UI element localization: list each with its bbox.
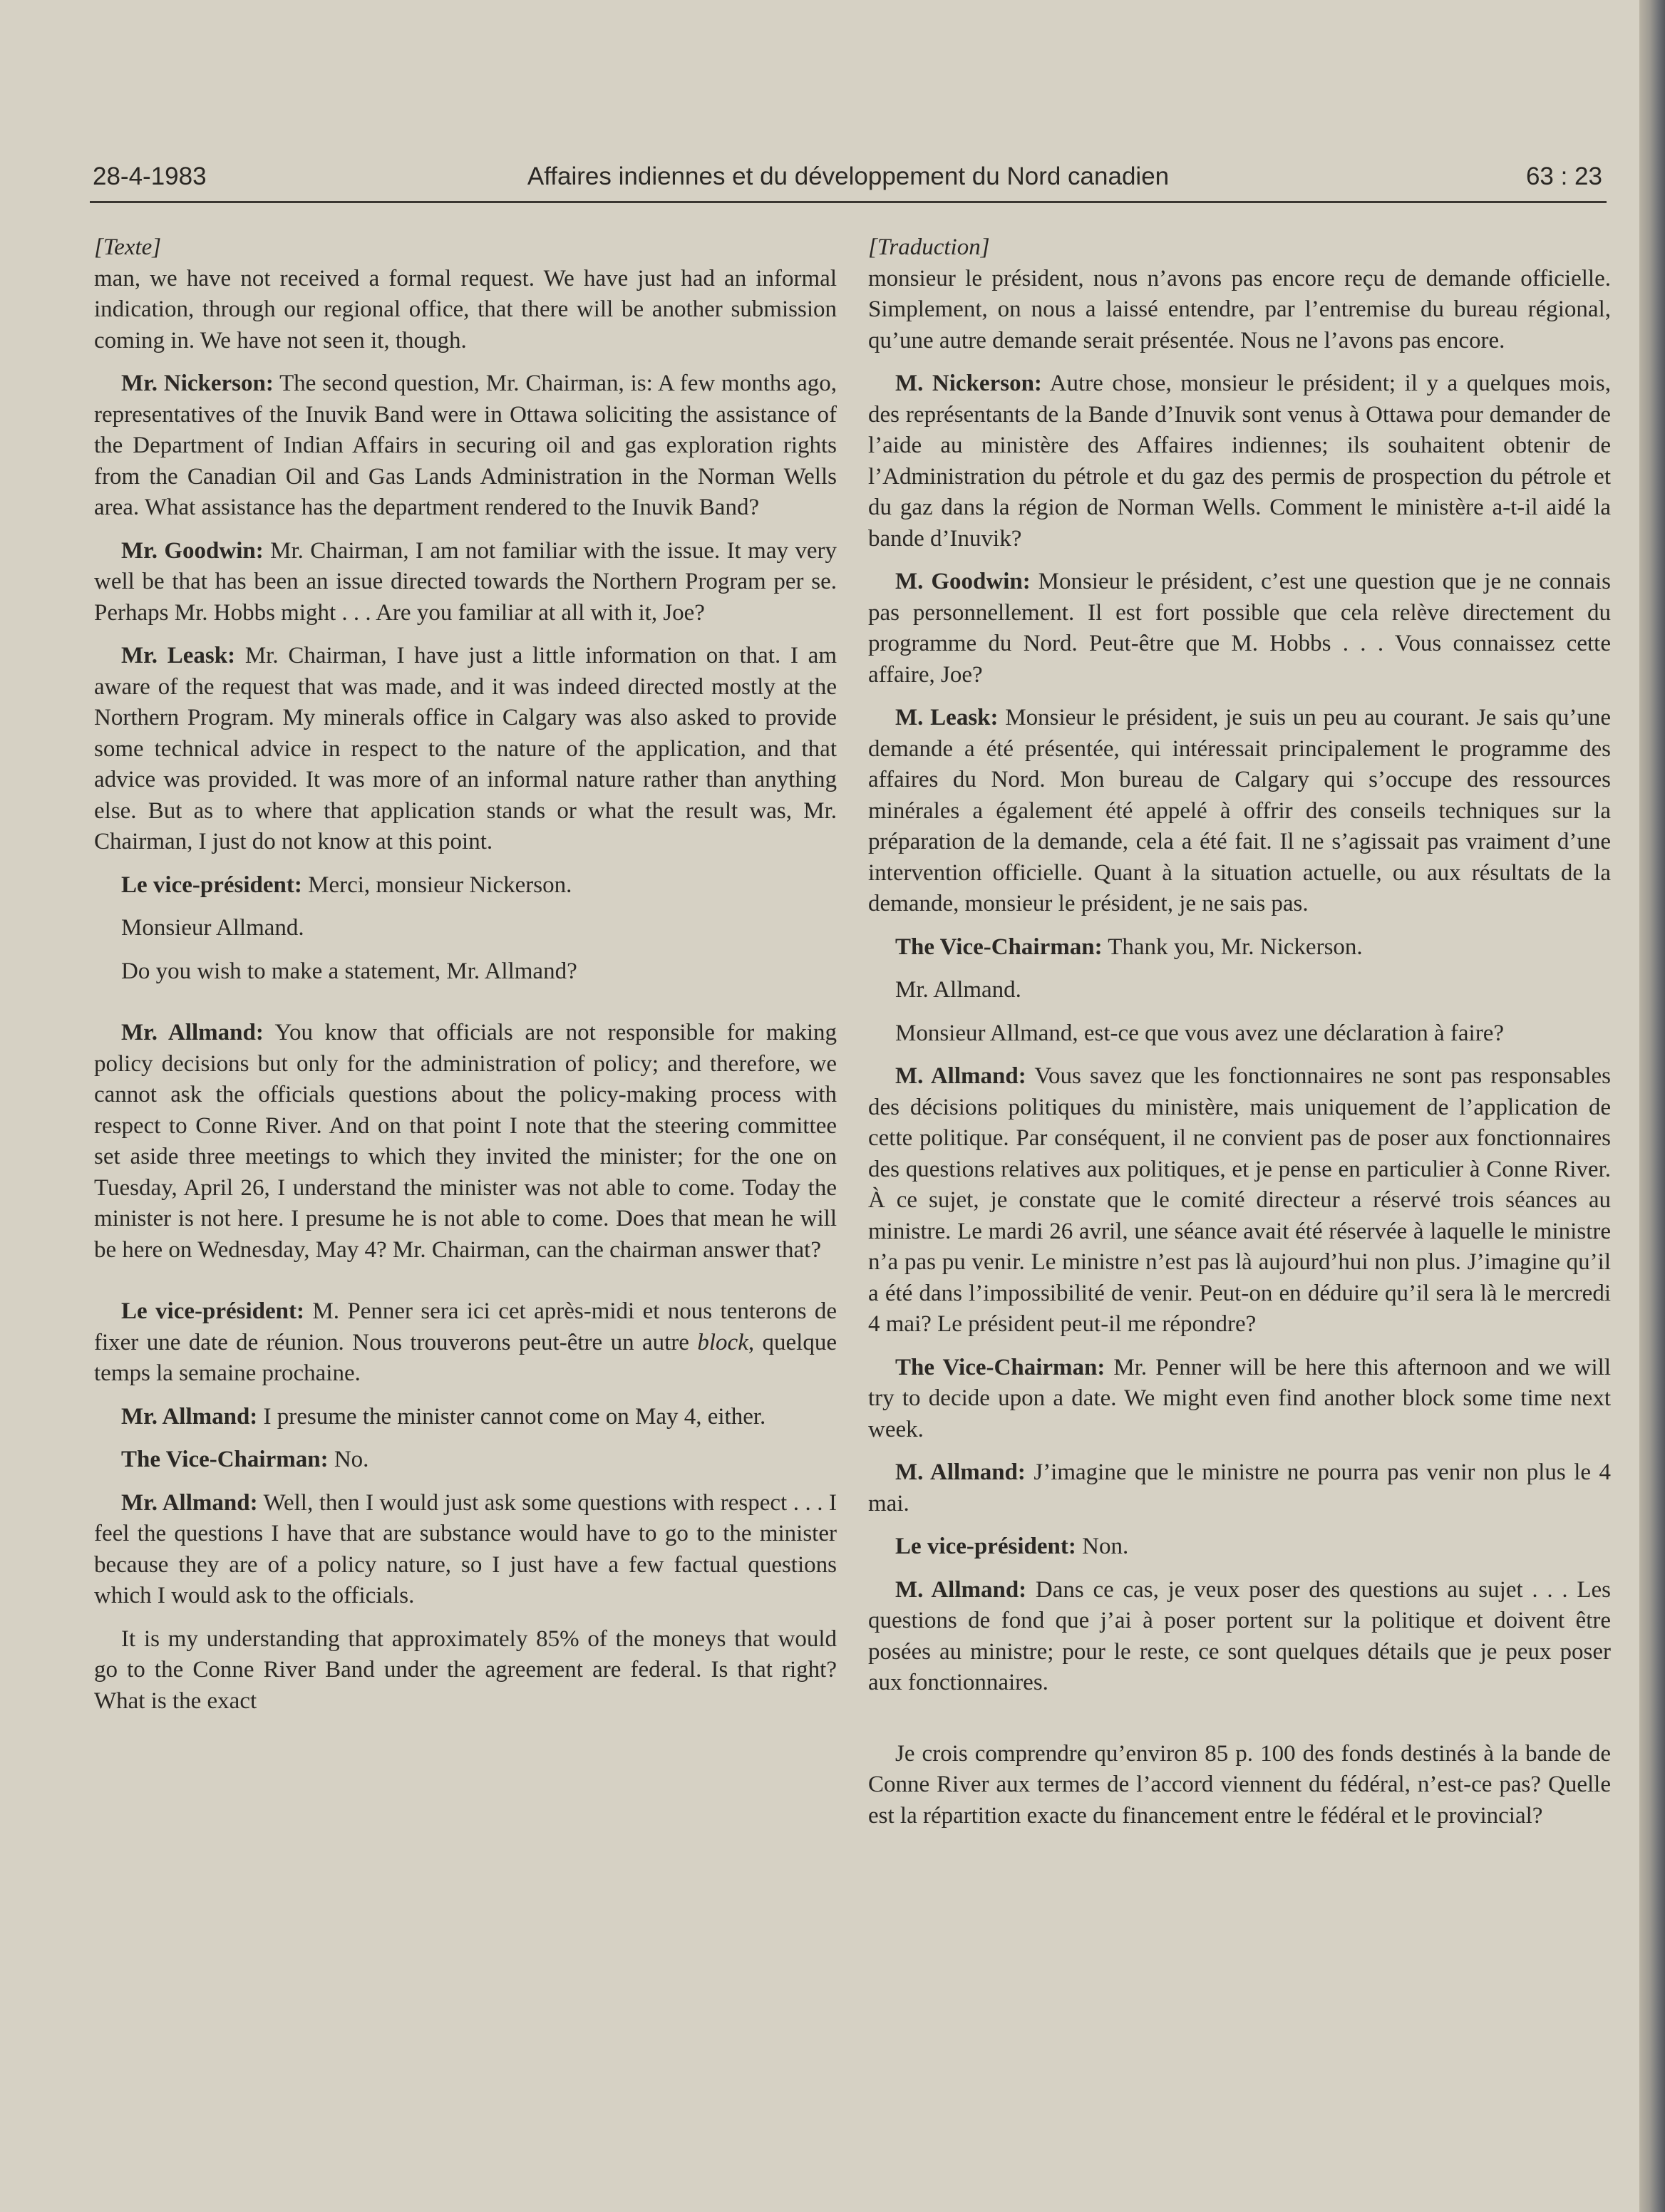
speaker-name: Mr. Leask: [121,643,236,668]
speech-text: Mr. Chairman, I have just a little information on that. I am aware of the request that was made, and it was indeed directed mostly at the Northern Program. My minerals office in Calgary was also asked to provide some technical advice in respect to the nature of the application, and that advice was provided. It was more of an informal nature rather than anything else. But as to where that application stands or what the result was, Mr. Chairman, I just do not know at this point. [94,643,837,854]
speaker-name: M. Allmand: [895,1459,1026,1485]
speaker-name: Mr. Allmand: [121,1489,258,1516]
speaker-name: M. Allmand: [895,1576,1027,1603]
paragraph [868,1457,1611,1519]
column-tag: [Texte] [94,234,162,260]
paragraph: It is my understanding that approximately 85% of the moneys that would go to the Conne River Band under the agreement are federal. Is that right? What is the exact [94,1626,837,1714]
speech-text: I presume the minister cannot come on May 4, either. [257,1403,766,1430]
italic-word: block [697,1329,748,1355]
speaker-name: Mr. Goodwin: [121,537,264,564]
header-title: Affaires indiennes et du développement du Nord canadien [527,162,1170,190]
paragraph: Monsieur Allmand. [121,915,304,941]
speech-text: J’imagine que le ministre ne pourra pas venir non plus le 4 mai. [868,1459,1611,1516]
speaker-name: Le vice-président: [895,1534,1076,1559]
speech-text: M. Penner sera ici cet après-midi et nous tenterons de fixer une date de réunion. Nous trouverons peut-être un autre [94,1298,837,1355]
paragraph [94,870,837,901]
speaker-name: Mr. Nickerson: [121,371,274,396]
paragraph: Je crois comprendre qu’environ 85 p. 100 des fonds destinés à la bande de Conne River aux termes de l’accord viennent du fédéral, n’est-ce pas? Quelle est la répartition exacte du financement entre le fédéral et le provincial? [868,1740,1611,1829]
paragraph: monsieur le président, nous n’avons pas encore reçu de demande officielle. Simplement, on nous a laissé entendre, par l’entremise du bureau régional, qu’une autre demande serait présentée. Nous ne l’avons pas encore. [868,265,1611,353]
paragraph [94,1488,837,1612]
speaker-name: Le vice-président: [121,1298,304,1324]
paragraph [94,641,837,858]
paragraph: man, we have not received a formal request. We have just had an informal indication, through our regional office, that there will be another submission coming in. We have not seen it, though. [94,265,837,353]
speaker-name: Mr. Allmand: [121,1403,258,1430]
speech-text: Mr. Chairman, I am not familiar with the issue. It may very well be that has been an issue directed towards the Northern Program per se. Perhaps Mr. Hobbs might . . . Are you familiar at all with it, Joe? [94,537,837,626]
speaker-name: Le vice-président: [121,872,302,898]
speaker-name: The Vice-Chairman: [895,1354,1105,1380]
paragraph: Monsieur Allmand, est-ce que vous avez une déclaration à faire? [895,1020,1504,1046]
speech-text: Autre chose, monsieur le président; il y a quelques mois, des représentants de la Bande d’Inuvik sont venus à Ottawa pour demander de l’aide au ministère des Affaires indiennes; ils souhaitent obtenir de l’Administration du pétrole et du gaz des permis de prospection du pétrole et du gaz dans la région de Norman Wells. Comment le ministère a-t-il aidé la bande d’Inuvik? [868,371,1611,552]
speech-text: Thank you, Mr. Nickerson. [1102,934,1363,960]
paragraph: Do you wish to make a statement, Mr. Allmand? [121,958,577,984]
speech-text: Non. [1076,1534,1129,1559]
paragraph [868,567,1611,691]
french-column [868,232,1611,1844]
speaker-name: Mr. Allmand: [121,1020,264,1045]
paragraph [868,368,1611,554]
running-header [90,161,1607,203]
paragraph [868,1353,1611,1446]
speech-text: Well, then I would just ask some questions with respect . . . I feel the questions I have that are substance would have to go to the minister because they are of a policy nature, so I just have a few factual questions which I would ask to the officials. [94,1489,837,1608]
speech-text: Monsieur le président, je suis un peu au courant. Je sais qu’une demande a été présentée, qui intéressait principalement le programme des affaires du Nord. Mon bureau de Calgary qui s’occupe des ressources minérales a également été appelé à offrir des conseils techniques sur la préparation de la demande, cela a été fait. Il ne s’agissait pas vraiment d’une intervention officielle. Quant à la situation actuelle, ou aux résultats de la demande, monsieur le président, je ne sais pas. [868,705,1611,916]
paragraph [94,1444,837,1476]
column-tag: [Traduction] [868,234,990,260]
speech-text: , quelque temps la semaine prochaine. [94,1329,837,1386]
paragraph [94,1402,837,1433]
speaker-name: The Vice-Chairman: [895,934,1103,960]
paragraph [868,932,1611,963]
speaker-name: M. Nickerson: [895,371,1042,396]
english-column [94,232,837,1729]
paragraph [868,703,1611,920]
speech-text: The second question, Mr. Chairman, is: A few months ago, representatives of the Inuvik Band were in Ottawa soliciting the assistance of the Department of Indian Affairs in securing oil and gas exploration rights from the Canadian Oil and Gas Lands Administration in the Norman Wells area. What assistance has the department rendered to the Inuvik Band? [94,371,837,520]
paragraph [868,1061,1611,1340]
paragraph [868,1575,1611,1699]
speaker-name: M. Goodwin: [895,569,1031,594]
speaker-name: The Vice-Chairman: [121,1447,329,1472]
header-date: 28-4-1983 [93,162,207,190]
paragraph [94,368,837,524]
speech-text: Merci, monsieur Nickerson. [301,872,572,898]
speech-text: Dans ce cas, je veux poser des questions au sujet . . . Les questions de fond que j’ai à poser portent sur la politique et doivent être posées au ministre; pour le reste, ce sont quelques détails que je peux poser aux fonctionnaires. [868,1576,1611,1695]
speech-text: Mr. Penner will be here this afternoon and we will try to decide upon a date. We might even find another block some time next week. [868,1354,1612,1442]
paragraph [868,1531,1611,1563]
page-edge-shadow [1639,0,1665,2212]
speaker-name: M. Leask: [895,705,999,730]
header-page-number: 63 : 23 [1525,162,1602,190]
paragraph [94,1296,837,1390]
paragraph [94,1018,837,1266]
paragraph: Mr. Allmand. [895,977,1021,1003]
speech-text: Monsieur le président, c’est une question que je ne connais pas personnellement. Il est fort possible que cela relève directement du programme du Nord. Peut-être que M. Hobbs . . . Vous connaissez cette affaire, Joe? [868,569,1611,688]
speech-text: You know that officials are not responsible for making policy decisions but only for the administration of policy; and therefore, we cannot ask the officials questions about the policy-making process with respect to Conne River. And on that point I note that the steering committee set aside three meetings to which they invited the minister; for the one on Tuesday, April 26, I understand the minister was not able to come. Today the minister is not here. I presume he is not able to come. Does that mean he will be here on Wednesday, May 4? Mr. Chairman, can the chairman answer that? [94,1020,837,1263]
speech-text: Vous savez que les fonctionnaires ne sont pas responsables des décisions politiques du ministère, mais uniquement de l’application de cette politique. Par conséquent, il ne convient pas de poser aux fonctionnaires des questions relatives aux politiques, et je pense en particulier à Conne River. À ce sujet, je constate que le comité directeur a réservé trois séances au ministre. Le mardi 26 avril, une séance avait été réservée à laquelle le ministre n’a pas pu venir. Le ministre n’est pas là aujourd’hui non plus. J’imagine qu’il a été dans l’impossibilité de venir. Peut-on en déduire qu’il sera là le mercredi 4 mai? Le président peut-il me répondre? [868,1063,1612,1337]
paragraph [94,536,837,629]
speech-text: No. [328,1447,369,1472]
speaker-name: M. Allmand: [895,1063,1026,1089]
